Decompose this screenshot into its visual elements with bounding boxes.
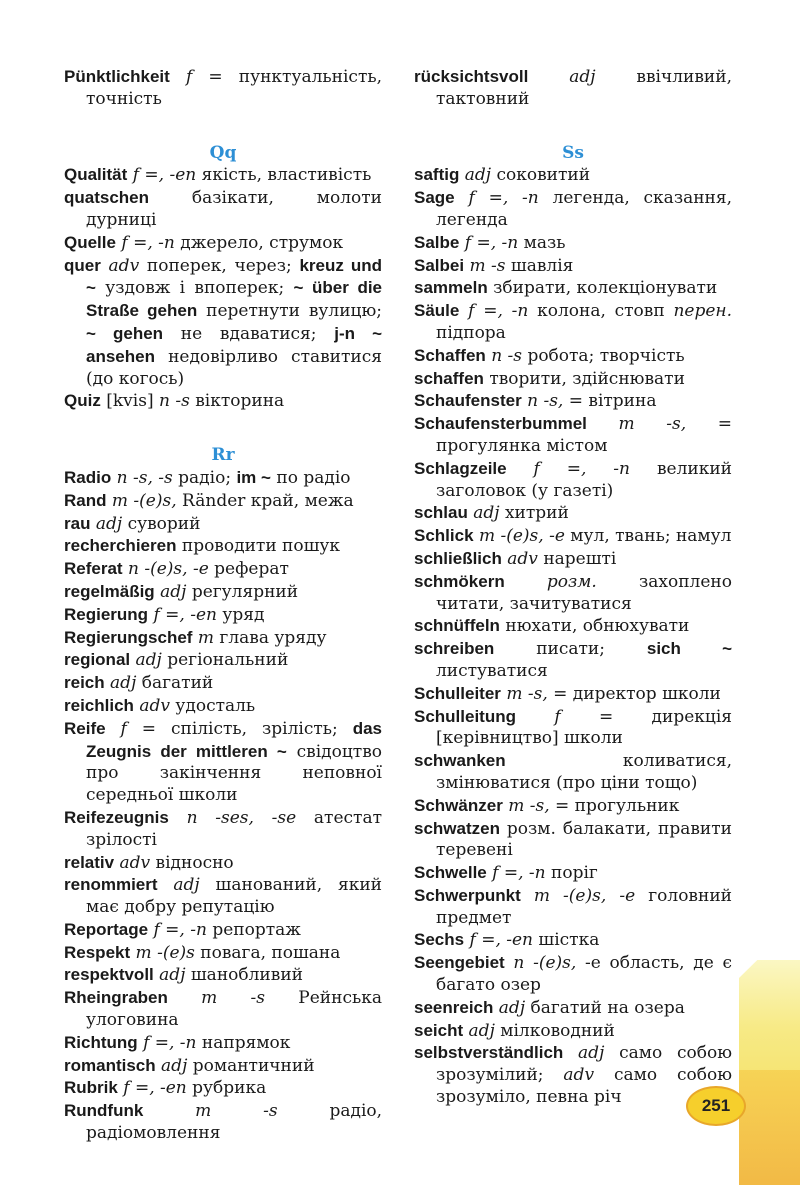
- dictionary-entry: schnüffeln нюхати, обнюхувати: [414, 616, 690, 637]
- dictionary-entry: rau adj суворий: [64, 513, 201, 534]
- dictionary-entry: Seengebiet n -(e)s, -e область, де є багато озер: [414, 953, 732, 996]
- dictionary-entry: Regierungschef m глава уряду: [64, 627, 327, 648]
- left-column: [64, 66, 382, 1145]
- dictionary-entry: Sage f =, -n легенда, сказання, легенда: [414, 188, 733, 230]
- dictionary-entry: Richtung f =, -n напрямок: [64, 1032, 291, 1053]
- dictionary-entry: recherchieren проводити пошук: [64, 536, 341, 557]
- dictionary-entry: Schulleiter m -s, = директор школи: [414, 683, 721, 704]
- dictionary-entry: Respekt m -(e)s повага, пошана: [64, 942, 341, 963]
- right-column: [414, 66, 732, 1109]
- dictionary-entry: Reportage f =, -n репортаж: [64, 919, 301, 940]
- page-edge-accent: [739, 1070, 800, 1185]
- dictionary-entry: regional adj регіональний: [64, 650, 289, 671]
- dictionary-entry: saftig adj соковитий: [414, 165, 591, 186]
- dictionary-entry: quer adv поперек, через; kreuz und ~ уздовж і впоперек; ~ über die Straße gehen перетнути вулицю; ~ gehen не вдаватися; j-n ~ ansehen недовірливо ставитися (до когось): [64, 255, 383, 389]
- headword: Pünktlichkeit: [64, 67, 170, 86]
- dictionary-entry: schwatzen розм. балакати, правити теревені: [414, 818, 732, 861]
- dictionary-entry: quatschen базікати, молоти дурниці: [64, 188, 382, 230]
- dictionary-entry: Reife f = спілість, зрілість; das Zeugnis der mittleren ~ свідоцтво про закінчення неповної середньої школи: [64, 718, 383, 806]
- dictionary-entry: Salbei m -s шавлія: [414, 255, 574, 276]
- dictionary-entry: Säule f =, -n колона, стовп перен. підпора: [414, 301, 733, 343]
- dictionary-entry: reichlich adv удосталь: [64, 695, 256, 716]
- dictionary-entry: seenreich adj багатий на озера: [414, 997, 685, 1018]
- dictionary-entry: Schwänzer m -s, = прогульник: [414, 795, 680, 816]
- dictionary-entry: seicht adj мілководний: [414, 1020, 615, 1041]
- section-heading-q: Qq: [209, 142, 237, 163]
- dictionary-entry: schreiben писати; sich ~ листуватися: [414, 639, 733, 681]
- dictionary-entry: Schaffen n -s робота; творчість: [414, 345, 685, 366]
- section-heading-s: Ss: [562, 142, 584, 163]
- dictionary-entry: Rundfunk m -s радіо, радіомовлення: [64, 1101, 383, 1144]
- dictionary-entry: Referat n -(e)s, -e реферат: [64, 559, 289, 580]
- dictionary-entry: Rubrik f =, -en рубрика: [64, 1078, 267, 1099]
- dictionary-entry: Schlagzeile f =, -n великий заголовок (у газеті): [414, 458, 732, 501]
- dictionary-entry: regelmäßig adj регулярний: [64, 581, 299, 602]
- dictionary-entry: Radio n -s, -s радіо; im ~ по радіо: [64, 467, 351, 488]
- dictionary-entry: Schwelle f =, -n поріг: [414, 863, 598, 884]
- dictionary-entry: Schaufensterbummel m -s, = прогулянка містом: [414, 414, 732, 456]
- dictionary-entry: sammeln збирати, колекціонувати: [414, 278, 718, 299]
- dictionary-entry: Reifezeugnis n -ses, -se атестат зрілості: [64, 807, 382, 850]
- dictionary-entry: Schlick m -(e)s, -e мул, твань; намул: [414, 526, 732, 547]
- dictionary-entry: schmökern розм. захоплено читати, зачитуватися: [414, 571, 732, 614]
- dictionary-entry: Qualität f =, -en якість, властивість: [64, 165, 372, 186]
- dictionary-entry: romantisch adj романтичний: [64, 1055, 315, 1076]
- dictionary-entry: Pünktlichkeit f = пунктуальність, точність: [64, 67, 383, 109]
- dictionary-entry: Quelle f =, -n джерело, струмок: [64, 232, 344, 253]
- dictionary-entry: Quiz [kvis] n -s вікторина: [64, 391, 285, 412]
- dictionary-entry: Schulleitung f = дирекція [керівництво] школи: [414, 706, 732, 749]
- dictionary-entry: renommiert adj шанований, який має добру репутацію: [64, 875, 383, 918]
- dictionary-entry: reich adj багатий: [64, 673, 214, 694]
- dictionary-entry: schaffen творити, здійснювати: [414, 368, 685, 389]
- dictionary-entry: Regierung f =, -en уряд: [64, 604, 265, 625]
- dictionary-entry: rücksichtsvoll adj ввічливий, тактовний: [414, 67, 732, 109]
- dictionary-entry: schwanken коливатися, змінюватися (про ціни тощо): [414, 751, 732, 793]
- dictionary-entry: Rheingraben m -s Рейнська улоговина: [64, 988, 382, 1031]
- dictionary-entry: schließlich adv нарешті: [414, 548, 617, 569]
- dictionary-entry: Salbe f =, -n мазь: [414, 232, 566, 253]
- page-number: 251: [686, 1086, 746, 1126]
- dictionary-entry: respektvoll adj шанобливий: [64, 965, 303, 986]
- dictionary-entry: relativ adv відносно: [64, 852, 234, 873]
- dictionary-entry: selbstverständlich adj само собою зрозумілий; adv само собою зрозуміло, певна річ: [414, 1043, 733, 1108]
- dictionary-entry: schlau adj хитрий: [414, 503, 569, 524]
- dictionary-entry: Schaufenster n -s, = вітрина: [414, 391, 657, 412]
- section-heading-r: Rr: [211, 445, 235, 466]
- dictionary-entry: Sechs f =, -en шістка: [414, 930, 600, 951]
- dictionary-entry: Rand m -(e)s, Ränder край, межа: [64, 490, 354, 511]
- dictionary-entry: Schwerpunkt m -(e)s, -e головний предмет: [414, 885, 732, 928]
